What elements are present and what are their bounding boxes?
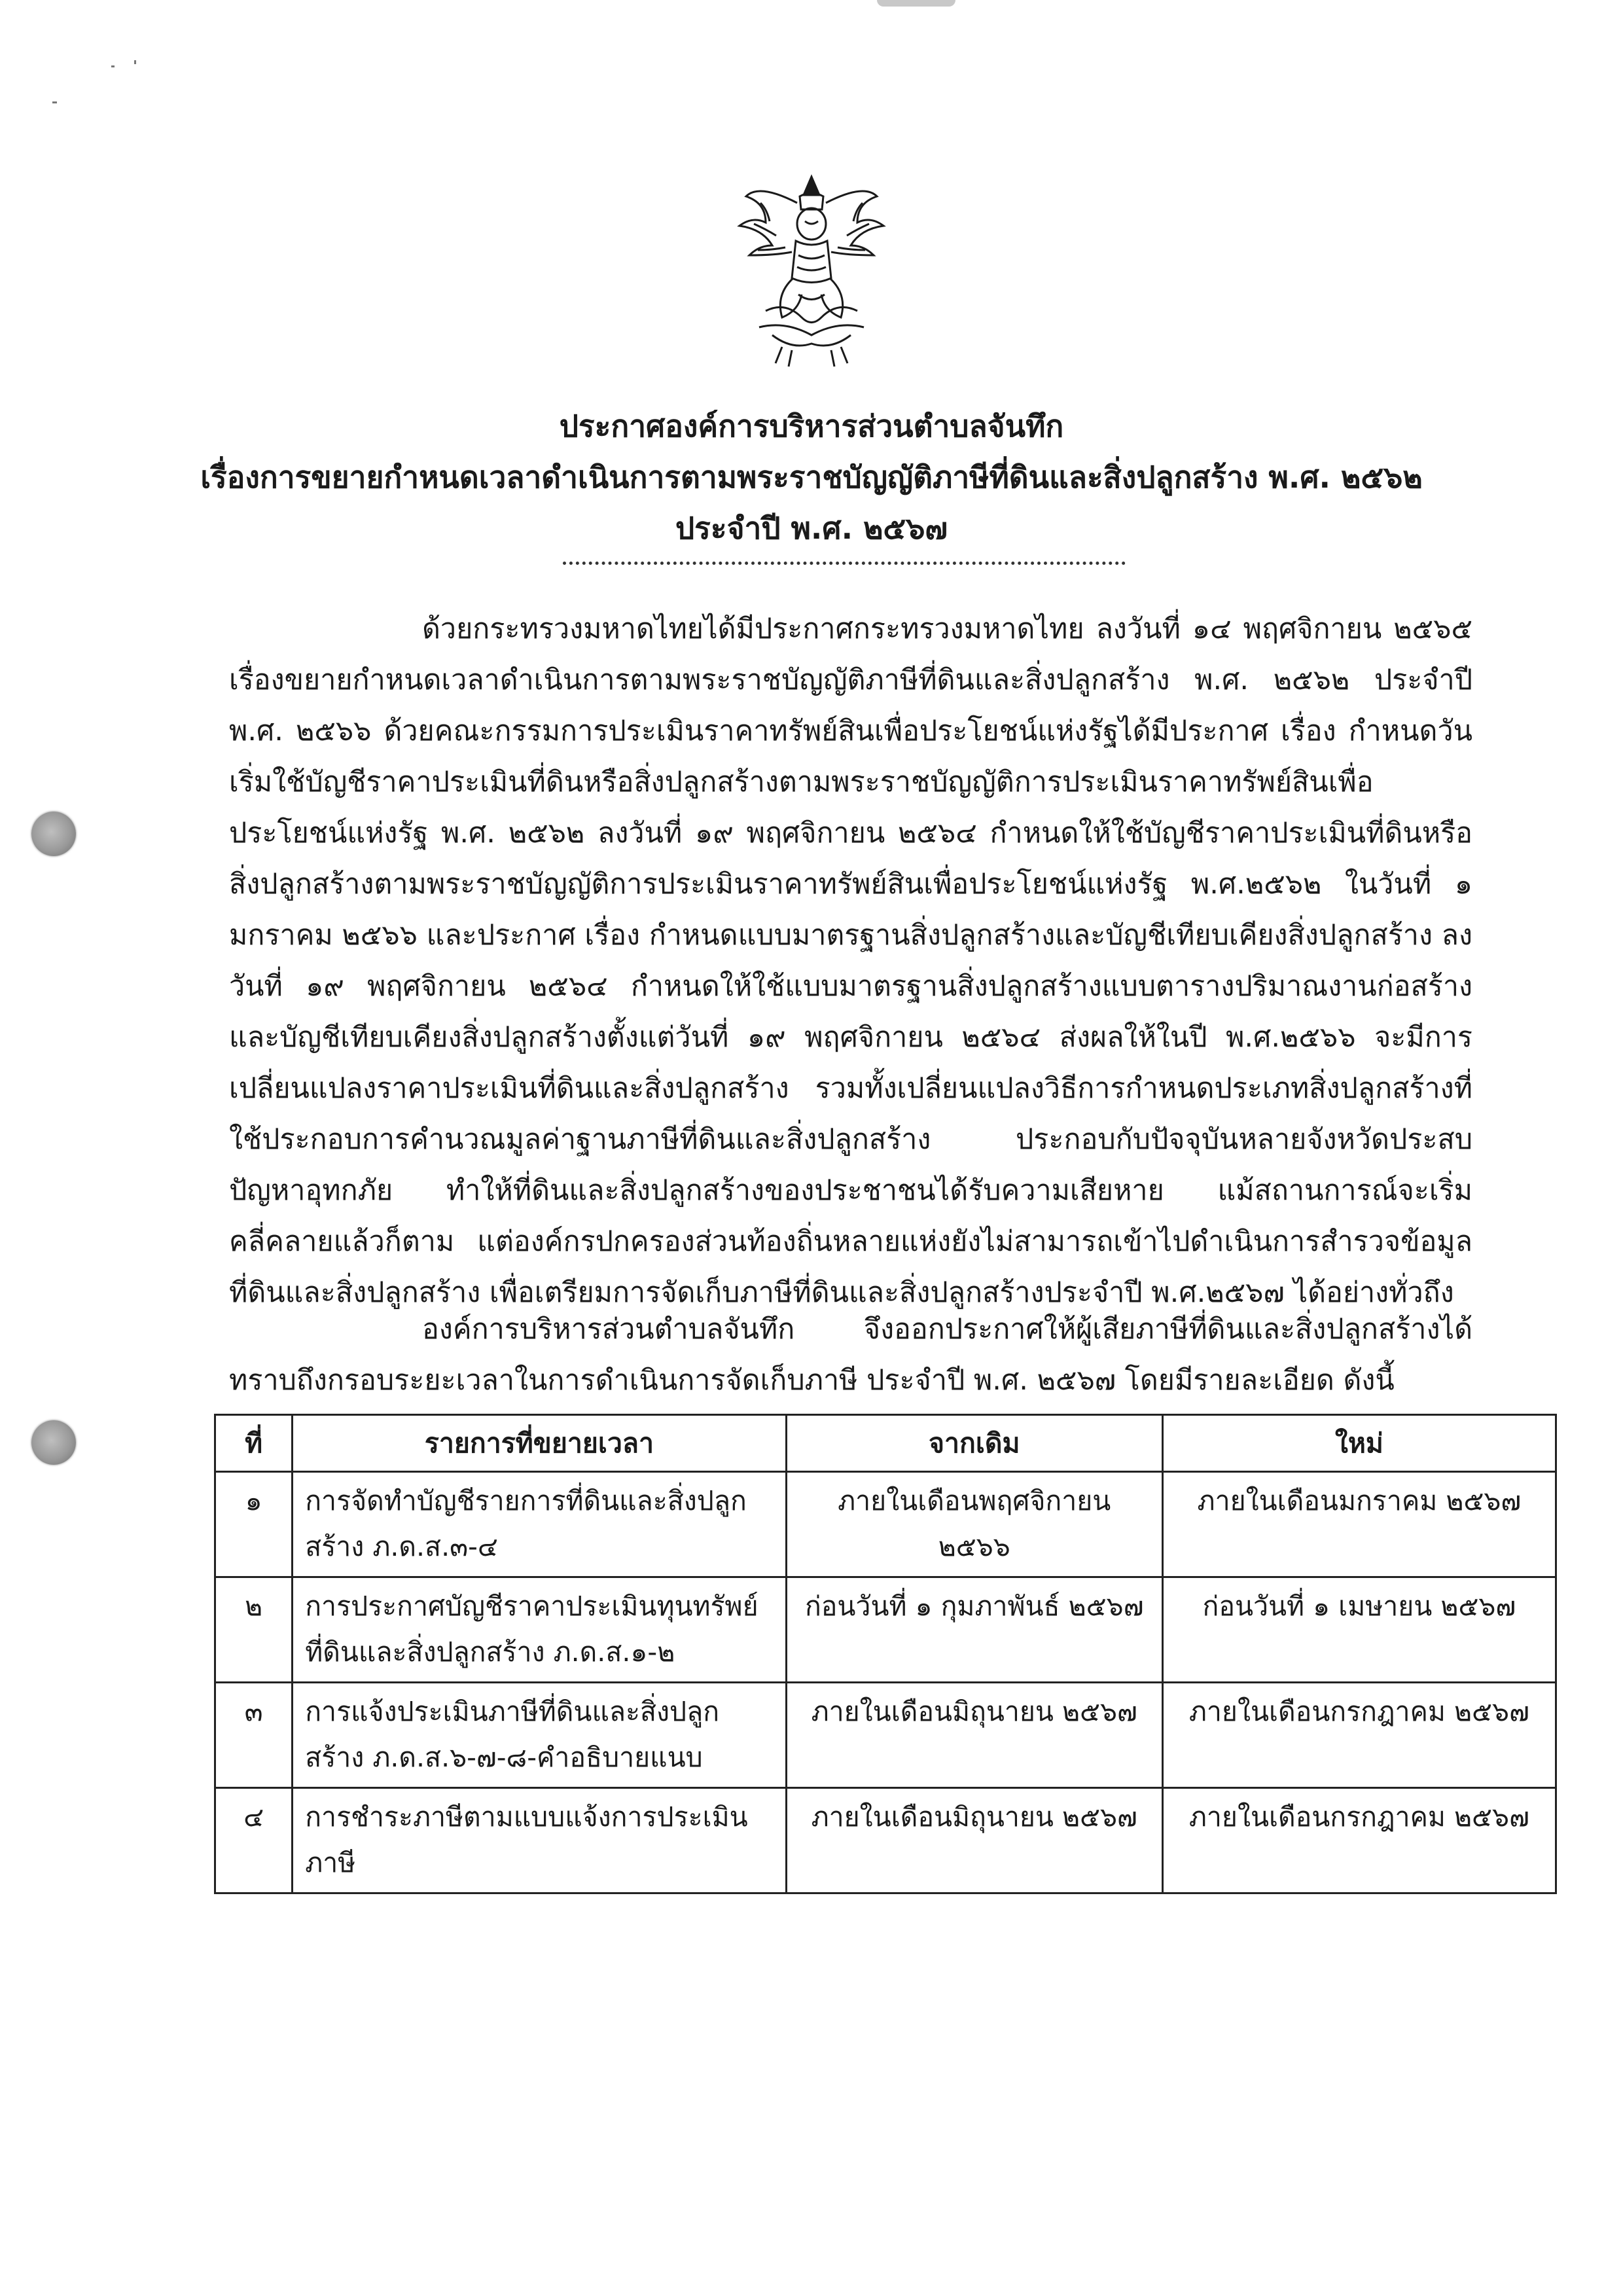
row-number: ๒ <box>215 1577 293 1683</box>
header-old: จากเดิม <box>786 1415 1162 1472</box>
row-number: ๓ <box>215 1683 293 1788</box>
scan-speck <box>111 65 115 67</box>
scan-speck <box>52 101 57 103</box>
row-item: การชำระภาษีตามแบบแจ้งการประเมินภาษี <box>293 1788 786 1893</box>
row-old-deadline: ภายในเดือนพฤศจิกายน ๒๕๖๖ <box>786 1472 1162 1577</box>
scan-speck <box>134 60 136 64</box>
row-new-deadline: ภายในเดือนมกราคม ๒๕๖๗ <box>1162 1472 1556 1577</box>
table-header-row <box>215 1415 1556 1472</box>
announcement-header <box>196 401 1427 554</box>
row-number: ๑ <box>215 1472 293 1577</box>
row-new-deadline: ภายในเดือนกรกฎาคม ๒๕๖๗ <box>1162 1683 1556 1788</box>
row-old-deadline: ภายในเดือนมิถุนายน ๒๕๖๗ <box>786 1683 1162 1788</box>
row-new-deadline: ก่อนวันที่ ๑ เมษายน ๒๕๖๗ <box>1162 1577 1556 1683</box>
announcement-year: ประจำปี พ.ศ. ๒๕๖๗ <box>675 511 948 546</box>
header-item: รายการที่ขยายเวลา <box>293 1415 786 1472</box>
body-paragraph-2: องค์การบริหารส่วนตำบลจันทึก จึงออกประกาศให้ผู้เสียภาษีที่ดินและสิ่งปลูกสร้างได้ทราบถึงกรอบระยะเวลาในการดำเนินการจัดเก็บภาษี ประจำปี พ.ศ. ๒๕๖๗ โดยมีรายละเอียด ดังนี้ <box>229 1313 1472 1397</box>
row-new-deadline: ภายในเดือนกรกฎาคม ๒๕๖๗ <box>1162 1788 1556 1893</box>
scan-shadow <box>877 0 955 7</box>
row-item: การประกาศบัญชีราคาประเมินทุนทรัพย์ที่ดินและสิ่งปลูกสร้าง ภ.ด.ส.๑-๒ <box>293 1577 786 1683</box>
punch-hole <box>31 812 76 856</box>
row-old-deadline: ภายในเดือนมิถุนายน ๒๕๖๗ <box>786 1788 1162 1893</box>
schedule-table <box>214 1414 1557 1894</box>
garuda-emblem <box>720 164 903 380</box>
dotted-divider <box>563 562 1126 565</box>
table-row <box>215 1683 1556 1788</box>
punch-hole <box>31 1420 76 1465</box>
table-row <box>215 1577 1556 1683</box>
table-row <box>215 1472 1556 1577</box>
row-number: ๔ <box>215 1788 293 1893</box>
announcement-issuer: ประกาศองค์การบริหารส่วนตำบลจันทึก <box>559 408 1064 444</box>
row-item: การแจ้งประเมินภาษีที่ดินและสิ่งปลูกสร้าง ภ.ด.ส.๖-๗-๘-คำอธิบายแนบ <box>293 1683 786 1788</box>
body-paragraph-1: ด้วยกระทรวงมหาดไทยได้มีประกาศกระทรวงมหาดไทย ลงวันที่ ๑๔ พฤศจิกายน ๒๕๖๕ เรื่องขยายกำหนดเวลาดำเนินการตามพระราชบัญญัติภาษีที่ดินและสิ่งปลูกสร้าง พ.ศ. ๒๕๖๒ ประจำปี พ.ศ. ๒๕๖๖ ด้วยคณะกรรมการประเมินราคาทรัพย์สินเพื่อประโยชน์แห่งรัฐได้มีประกาศ เรื่อง กำหนดวันเริ่มใช้บัญชีราคาประเมินที่ดินหรือสิ่งปลูกสร้างตามพระราชบัญญัติการประเมินราคาทรัพย์สินเพื่อประโยชน์แห่งรัฐ พ.ศ. ๒๕๖๒ ลงวันที่ ๑๙ พฤศจิกายน ๒๕๖๔ กำหนดให้ใช้บัญชีราคาประเมินที่ดินหรือสิ่งปลูกสร้างตามพระราชบัญญัติการประเมินราคาทรัพย์สินเพื่อประโยชน์แห่งรัฐ พ.ศ.๒๕๖๒ ในวันที่ ๑ มกราคม ๒๕๖๖ และประกาศ เรื่อง กำหนดแบบมาตรฐานสิ่งปลูกสร้างและบัญชีเทียบเคียงสิ่งปลูกสร้าง ลงวันที่ ๑๙ พฤศจิกายน ๒๕๖๔ กำหนดให้ใช้แบบมาตรฐานสิ่งปลูกสร้างแบบตารางปริมาณงานก่อสร้าง และบัญชีเทียบเคียงสิ่งปลูกสร้างตั้งแต่วันที่ ๑๙ พฤศจิกายน ๒๕๖๔ ส่งผลให้ในปี พ.ศ.๒๕๖๖ จะมีการเปลี่ยนแปลงราคาประเมินที่ดินและสิ่งปลูกสร้าง รวมทั้งเปลี่ยนแปลงวิธีการกำหนดประเภทสิ่งปลูกสร้างที่ใช้ประกอบการคำนวณมูลค่าฐานภาษีที่ดินและสิ่งปลูกสร้าง ประกอบกับปัจจุบันหลายจังหวัดประสบปัญหาอุทกภัย ทำให้ที่ดินและสิ่งปลูกสร้างของประชาชนได้รับความเสียหาย แม้สถานการณ์จะเริ่มคลี่คลายแล้วก็ตาม แต่องค์กรปกครองส่วนท้องถิ่นหลายแห่งยังไม่สามารถเข้าไปดำเนินการสำรวจข้อมูลที่ดินและสิ่งปลูกสร้าง เพื่อเตรียมการจัดเก็บภาษีที่ดินและสิ่งปลูกสร้างประจำปี พ.ศ.๒๕๖๗ ได้อย่างทั่วถึง <box>229 613 1472 1309</box>
header-new: ใหม่ <box>1162 1415 1556 1472</box>
row-item: การจัดทำบัญชีรายการที่ดินและสิ่งปลูกสร้าง ภ.ด.ส.๓-๔ <box>293 1472 786 1577</box>
table-row <box>215 1788 1556 1893</box>
header-no: ที่ <box>215 1415 293 1472</box>
announcement-subject: เรื่องการขยายกำหนดเวลาดำเนินการตามพระราชบัญญัติภาษีที่ดินและสิ่งปลูกสร้าง พ.ศ. ๒๕๖๒ <box>200 459 1423 495</box>
row-old-deadline: ก่อนวันที่ ๑ กุมภาพันธ์ ๒๕๖๗ <box>786 1577 1162 1683</box>
